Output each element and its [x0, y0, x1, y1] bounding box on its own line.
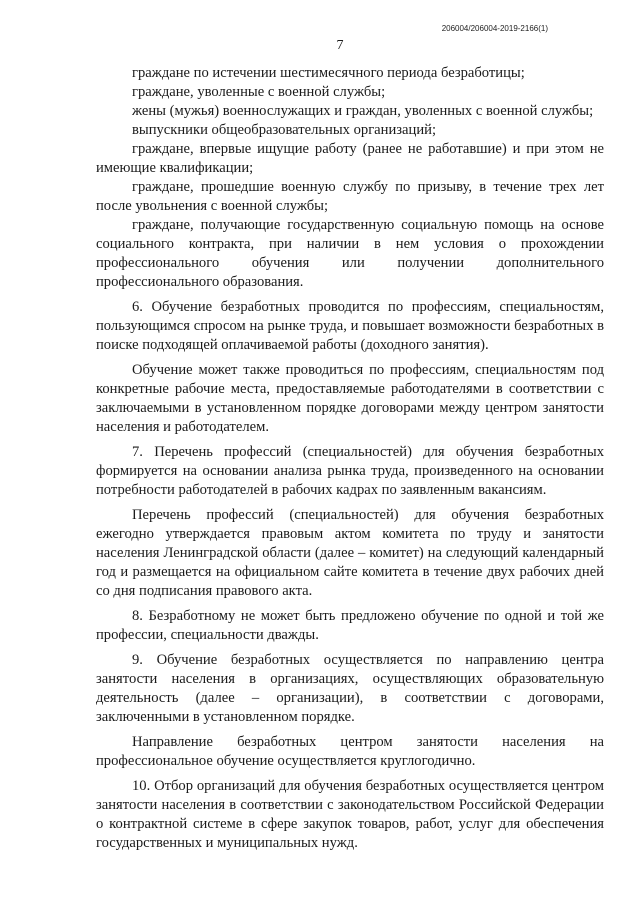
paragraph: граждане по истечении шестимесячного периода безработицы;: [132, 65, 525, 81]
paragraph: Обучение может также проводиться по профессиям, специальностям под конкретные рабочие места, предоставляемые работодателями в соответствии с заключаемыми в установленном порядке договорами между центром занятости населения и работодателем.: [96, 362, 604, 435]
paragraph: выпускники общеобразовательных организаций;: [132, 122, 437, 138]
page-number: 7: [336, 38, 344, 53]
paragraph: Направление безработных центром занятости населения на профессиональное обучение осуществляется круглогодично.: [96, 734, 604, 769]
paragraph: граждане, впервые ищущие работу (ранее не работавшие) и при этом не имеющие квалификации;: [96, 141, 604, 176]
document-body: [96, 64, 604, 853]
paragraph: Перечень профессий (специальностей) для обучения безработных ежегодно утверждается правовым актом комитета по труду и занятости населения Ленинградской области (далее – комитет) на следующий календарный год и размещается на официальном сайте комитета в течение двух рабочих дней со дня подписания правового акта.: [96, 507, 604, 599]
paragraph: 9. Обучение безработных осуществляется по направлению центра занятости населения в организациях, осуществляющих образовательную деятельность (далее – организации), в соответствии с договорами, заключенными в установленном порядке.: [96, 652, 604, 725]
paragraph: 7. Перечень профессий (специальностей) для обучения безработных формируется на основании анализа рынка труда, произведенного на основании потребности работодателей в рабочих кадрах по заявленным вакансиям.: [96, 444, 604, 498]
paragraph: 8. Безработному не может быть предложено обучение по одной и той же профессии, специальности дважды.: [96, 608, 604, 643]
paragraph: жены (мужья) военнослужащих и граждан, уволенных с военной службы;: [132, 103, 594, 119]
paragraph: граждане, прошедшие военную службу по призыву, в течение трех лет после увольнения с военной службы;: [96, 179, 604, 214]
paragraph: 10. Отбор организаций для обучения безработных осуществляется центром занятости населения в соответствии с законодательством Российской Федерации о контрактной системе в сфере закупок товаров, работ, услуг для обеспечения государственных и муниципальных нужд.: [96, 778, 604, 851]
paragraph: 6. Обучение безработных проводится по профессиям, специальностям, пользующимся спросом на рынке труда, и повышает возможности безработных в поиске подходящей оплачиваемой работы (доходного занятия).: [96, 299, 604, 353]
paragraph: граждане, уволенные с военной службы;: [132, 84, 386, 100]
paragraph: граждане, получающие государственную социальную помощь на основе социального контракта, при наличии в нем условия о прохождении профессионального обучения или получении дополнительного профессионального образования.: [96, 217, 604, 290]
document-id: 206004/206004-2019-2166(1): [441, 24, 548, 33]
